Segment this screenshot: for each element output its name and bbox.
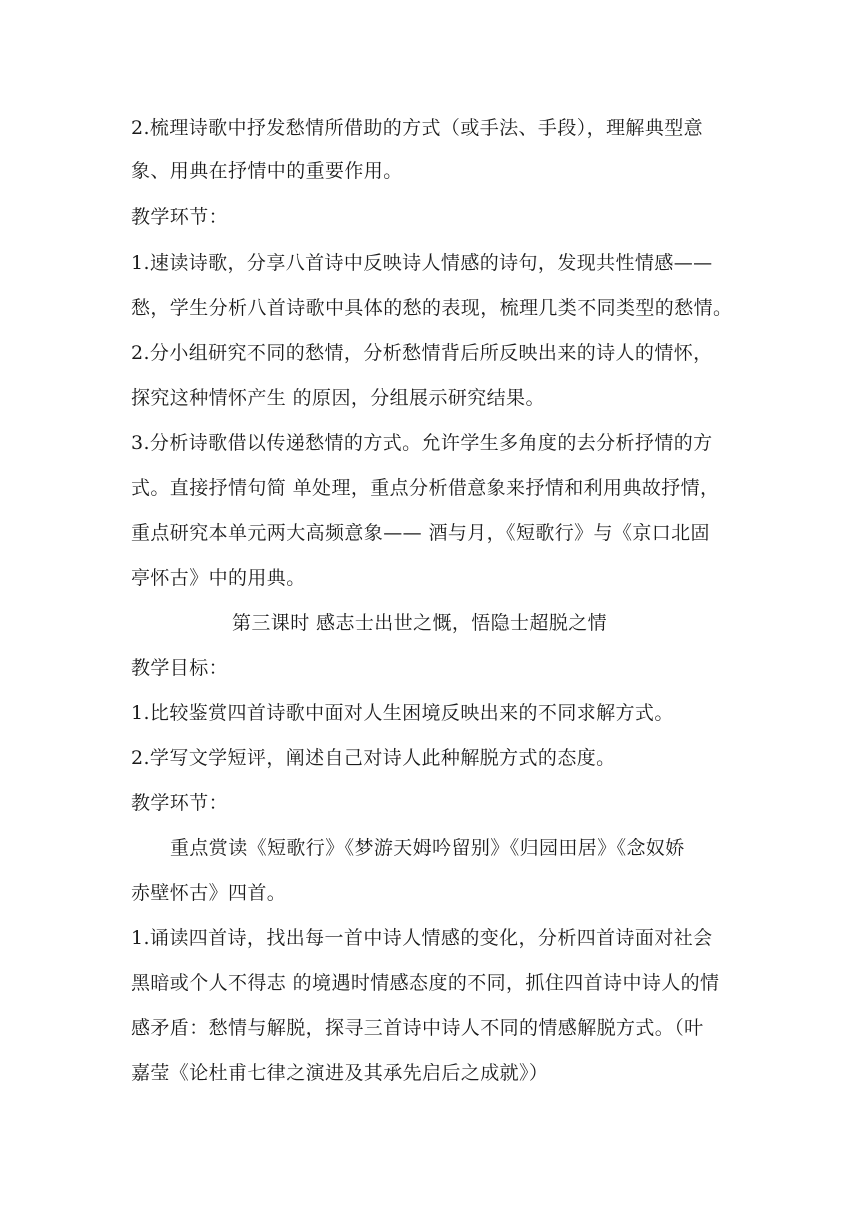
body-line: 愁，学生分析八首诗歌中具体的愁的表现，梳理几类不同类型的愁情。 [131,297,733,319]
body-line: 2.梳理诗歌中抒发愁情所借助的方式（或手法、手段），理解典型意 [131,117,704,139]
body-line: 2.分小组研究不同的愁情，分析愁情背后所反映出来的诗人的情怀， [131,342,713,364]
section-heading: 教学目标： [131,657,229,679]
body-line: 2.学写文学短评，阐述自己对诗人此种解脱方式的态度。 [131,747,616,769]
body-line: 1.速读诗歌，分享八首诗中反映诗人情感的诗句，发现共性情感—— [131,252,713,274]
body-line: 式。直接抒情句简 单处理，重点分析借意象来抒情和利用典故抒情， [131,477,720,499]
body-line: 3.分析诗歌借以传递愁情的方式。允许学生多角度的去分析抒情的方 [131,432,713,454]
section-heading: 教学环节： [131,206,229,228]
body-line: 嘉莹《论杜甫七律之演进及其承先启后之成就》） [131,1062,549,1084]
body-line: 探究这种情怀产生 的原因，分组展示研究结果。 [131,387,545,409]
body-line: 赤壁怀古》四首。 [131,882,287,904]
body-line: 重点研究本单元两大高频意象—— 酒与月，《短歌行》与《京口北固 [131,522,710,544]
body-line: 重点赏读《短歌行》《梦游天姆吟留别》《归园田居》《念奴娇 [170,837,685,859]
body-line: 亭怀古》中的用典。 [131,567,306,589]
body-line: 象、用典在抒情中的重要作用。 [131,160,403,182]
body-line: 黑暗或个人不得志 的境遇时情感态度的不同，抓住四首诗中诗人的情 [131,972,720,994]
body-line: 感矛盾：愁情与解脱，探寻三首诗中诗人不同的情感解脱方式。（叶 [131,1017,704,1039]
section-heading: 教学环节： [131,792,229,814]
body-line: 1.比较鉴赏四首诗歌中面对人生困境反映出来的不同求解方式。 [131,702,674,724]
body-line: 1.诵读四首诗，找出每一首中诗人情感的变化，分析四首诗面对社会 [131,927,713,949]
lesson-title: 第三课时 感志士出世之慨，悟隐士超脱之情 [232,612,608,634]
